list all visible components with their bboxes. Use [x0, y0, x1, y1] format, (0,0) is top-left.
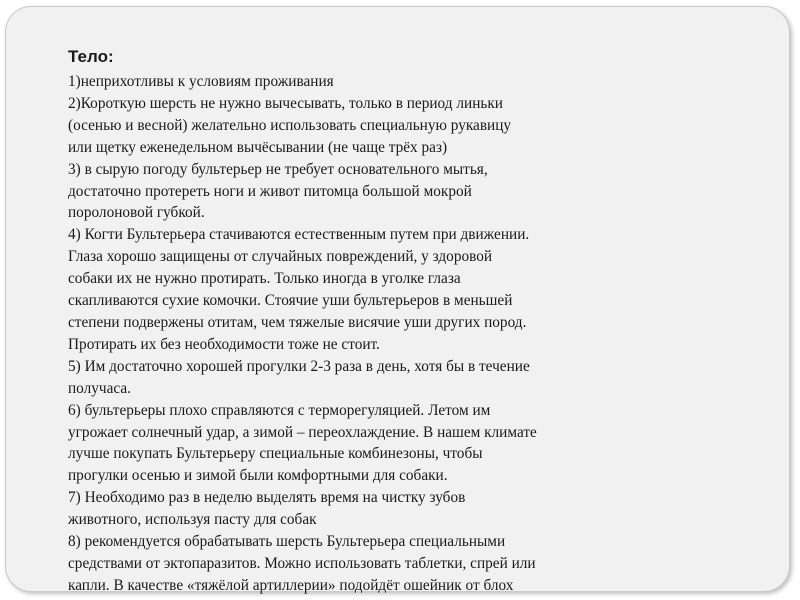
text-line: получаса.	[68, 379, 131, 397]
text-line: степени подвержены отитам, чем тяжелые висячие уши других пород.	[68, 313, 527, 331]
text-line: 8) рекомендуется обрабатывать шерсть Бультерьера специальными	[68, 533, 506, 551]
text-line: поролоновой губкой.	[68, 204, 205, 222]
text-line: 6) бультерьеры плохо справляются с терморегуляцией. Летом им	[68, 401, 491, 419]
slide-title: Тело:	[68, 47, 114, 66]
text-line: Глаза хорошо защищены от случайных повреждений, у здоровой	[68, 248, 493, 266]
slide-panel	[5, 6, 790, 592]
text-line: 4) Когти Бультерьера стачиваются естественным путем при движении.	[68, 226, 530, 244]
text-line: 3) в сырую погоду бультерьер не требует основательного мытья,	[68, 160, 488, 178]
text-line: животного, используя пасту для собак	[68, 511, 317, 529]
text-line: Протирать их без необходимости тоже не стоит.	[68, 335, 380, 353]
text-line: скапливаются сухие комочки. Стоячие уши бультерьеров в меньшей	[68, 292, 513, 310]
text-line: 1)неприхотливы к условиям проживания	[68, 73, 334, 90]
text-line: 7) Необходимо раз в неделю выделять время на чистку зубов	[68, 489, 466, 507]
text-line: 2)Короткую шерсть не нужно вычесывать, только в период линьки	[68, 94, 503, 112]
text-line: (осенью и весной) желательно использовать специальную рукавицу	[68, 116, 512, 134]
text-line: капли. В качестве «тяжёлой артиллерии» подойдёт ошейник от блох	[68, 576, 514, 594]
text-line: угрожает солнечный удар, а зимой – переохлаждение. В нашем климате	[68, 423, 537, 441]
text-line: средствами от эктопаразитов. Можно использовать таблетки, спрей или	[68, 554, 536, 572]
text-line: достаточно протереть ноги и живот питомца большой мокрой	[68, 182, 472, 200]
text-line: 5) Им достаточно хорошей прогулки 2-3 раза в день, хотя бы в течение	[68, 357, 530, 375]
text-line: прогулки осенью и зимой были комфортными для собаки.	[68, 467, 448, 485]
text-line: или щетку еженедельном вычёсывании (не чаще трёх раз)	[68, 138, 448, 156]
text-line: лучше покупать Бультерьеру специальные комбинезоны, чтобы	[68, 445, 483, 463]
slide-content	[68, 45, 628, 597]
text-line: собаки их не нужно протирать. Только иногда в уголке глаза	[68, 270, 461, 288]
